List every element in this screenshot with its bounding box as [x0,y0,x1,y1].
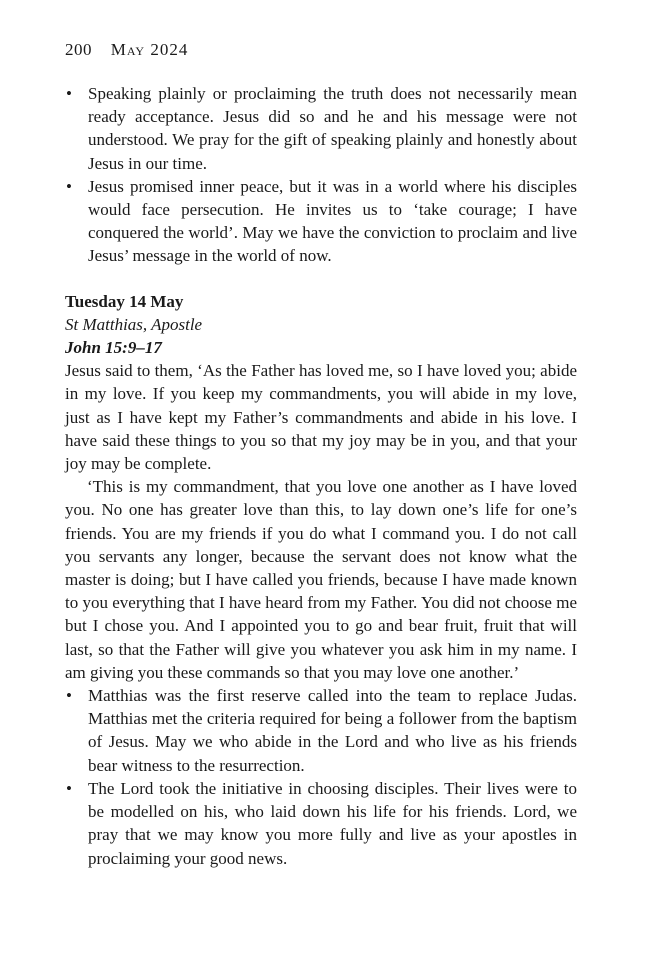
reflection-item [65,175,577,268]
reflection-text: Matthias was the first reserve called into the team to replace Judas. Matthias met the criteria required for being a follower from the baptism of Jesus. May we who abide in the Lord and who live as his friends bear witness to the resurrection. [88,686,577,775]
running-header [65,40,577,60]
reflection-list [65,684,577,870]
bullet-icon: • [66,84,72,103]
scripture-paragraph: Jesus said to them, ‘As the Father has loved me, so I have loved you; abide in my love. If you keep my commandments, you will abide in my love, just as I have kept my Father’s commandments and abide in his love. I have said these things to you so that my joy may be in you, and that your joy may be complete. [65,361,577,474]
reflection-list-previous [65,82,577,268]
bullet-icon: • [66,778,72,798]
scripture-paragraph: ‘This is my commandment, that you love one another as I have loved you. No one has greater love than this, to lay down one’s life for one’s friends. You are my friends if you do what I command you. I do not call you servants any longer, because the servant does not know what the master is doing; but I have called you friends, because I have made known to you everything that I have heard from my Father. You did not choose me but I chose you. And I appointed you to go and bear fruit, fruit that will last, so that the Father will give you whatever you ask him in my name. I am giving you these commands so that you may love one another.’ [65,477,577,682]
reflection-item [65,82,577,175]
reflection-item [65,777,577,870]
reflection-text: Speaking plainly or proclaiming the truth does not necessarily mean ready acceptance. Jesus did so and he and his message were not understood. We pray for the gift of speaking plainly and honestly about Jesus in our time. [88,84,577,173]
daily-entry [65,290,577,870]
scripture-reference: John 15:9–17 [65,338,162,358]
feast-title: St Matthias, Apostle [65,314,203,334]
reflection-text: The Lord took the initiative in choosing disciples. Their lives were to be modelled on his, who laid down his life for his friends. Lord, we pray that we may know you more fully and live as your apostles in proclaiming your good news. [88,778,577,868]
bullet-icon: • [66,686,72,706]
reflection-text: Jesus promised inner peace, but it was in a world where his disciples would face persecution. He invites us to ‘take courage; I have conquered the world’. May we have the conviction to proclaim and live Jesus’ message in the world of now. [88,176,577,266]
page [65,40,577,870]
day-heading: Tuesday 14 May [65,291,184,311]
page-number: 200 [65,40,92,59]
reflection-item [65,684,577,777]
running-title: May 2024 [110,40,189,59]
bullet-icon: • [66,176,72,196]
